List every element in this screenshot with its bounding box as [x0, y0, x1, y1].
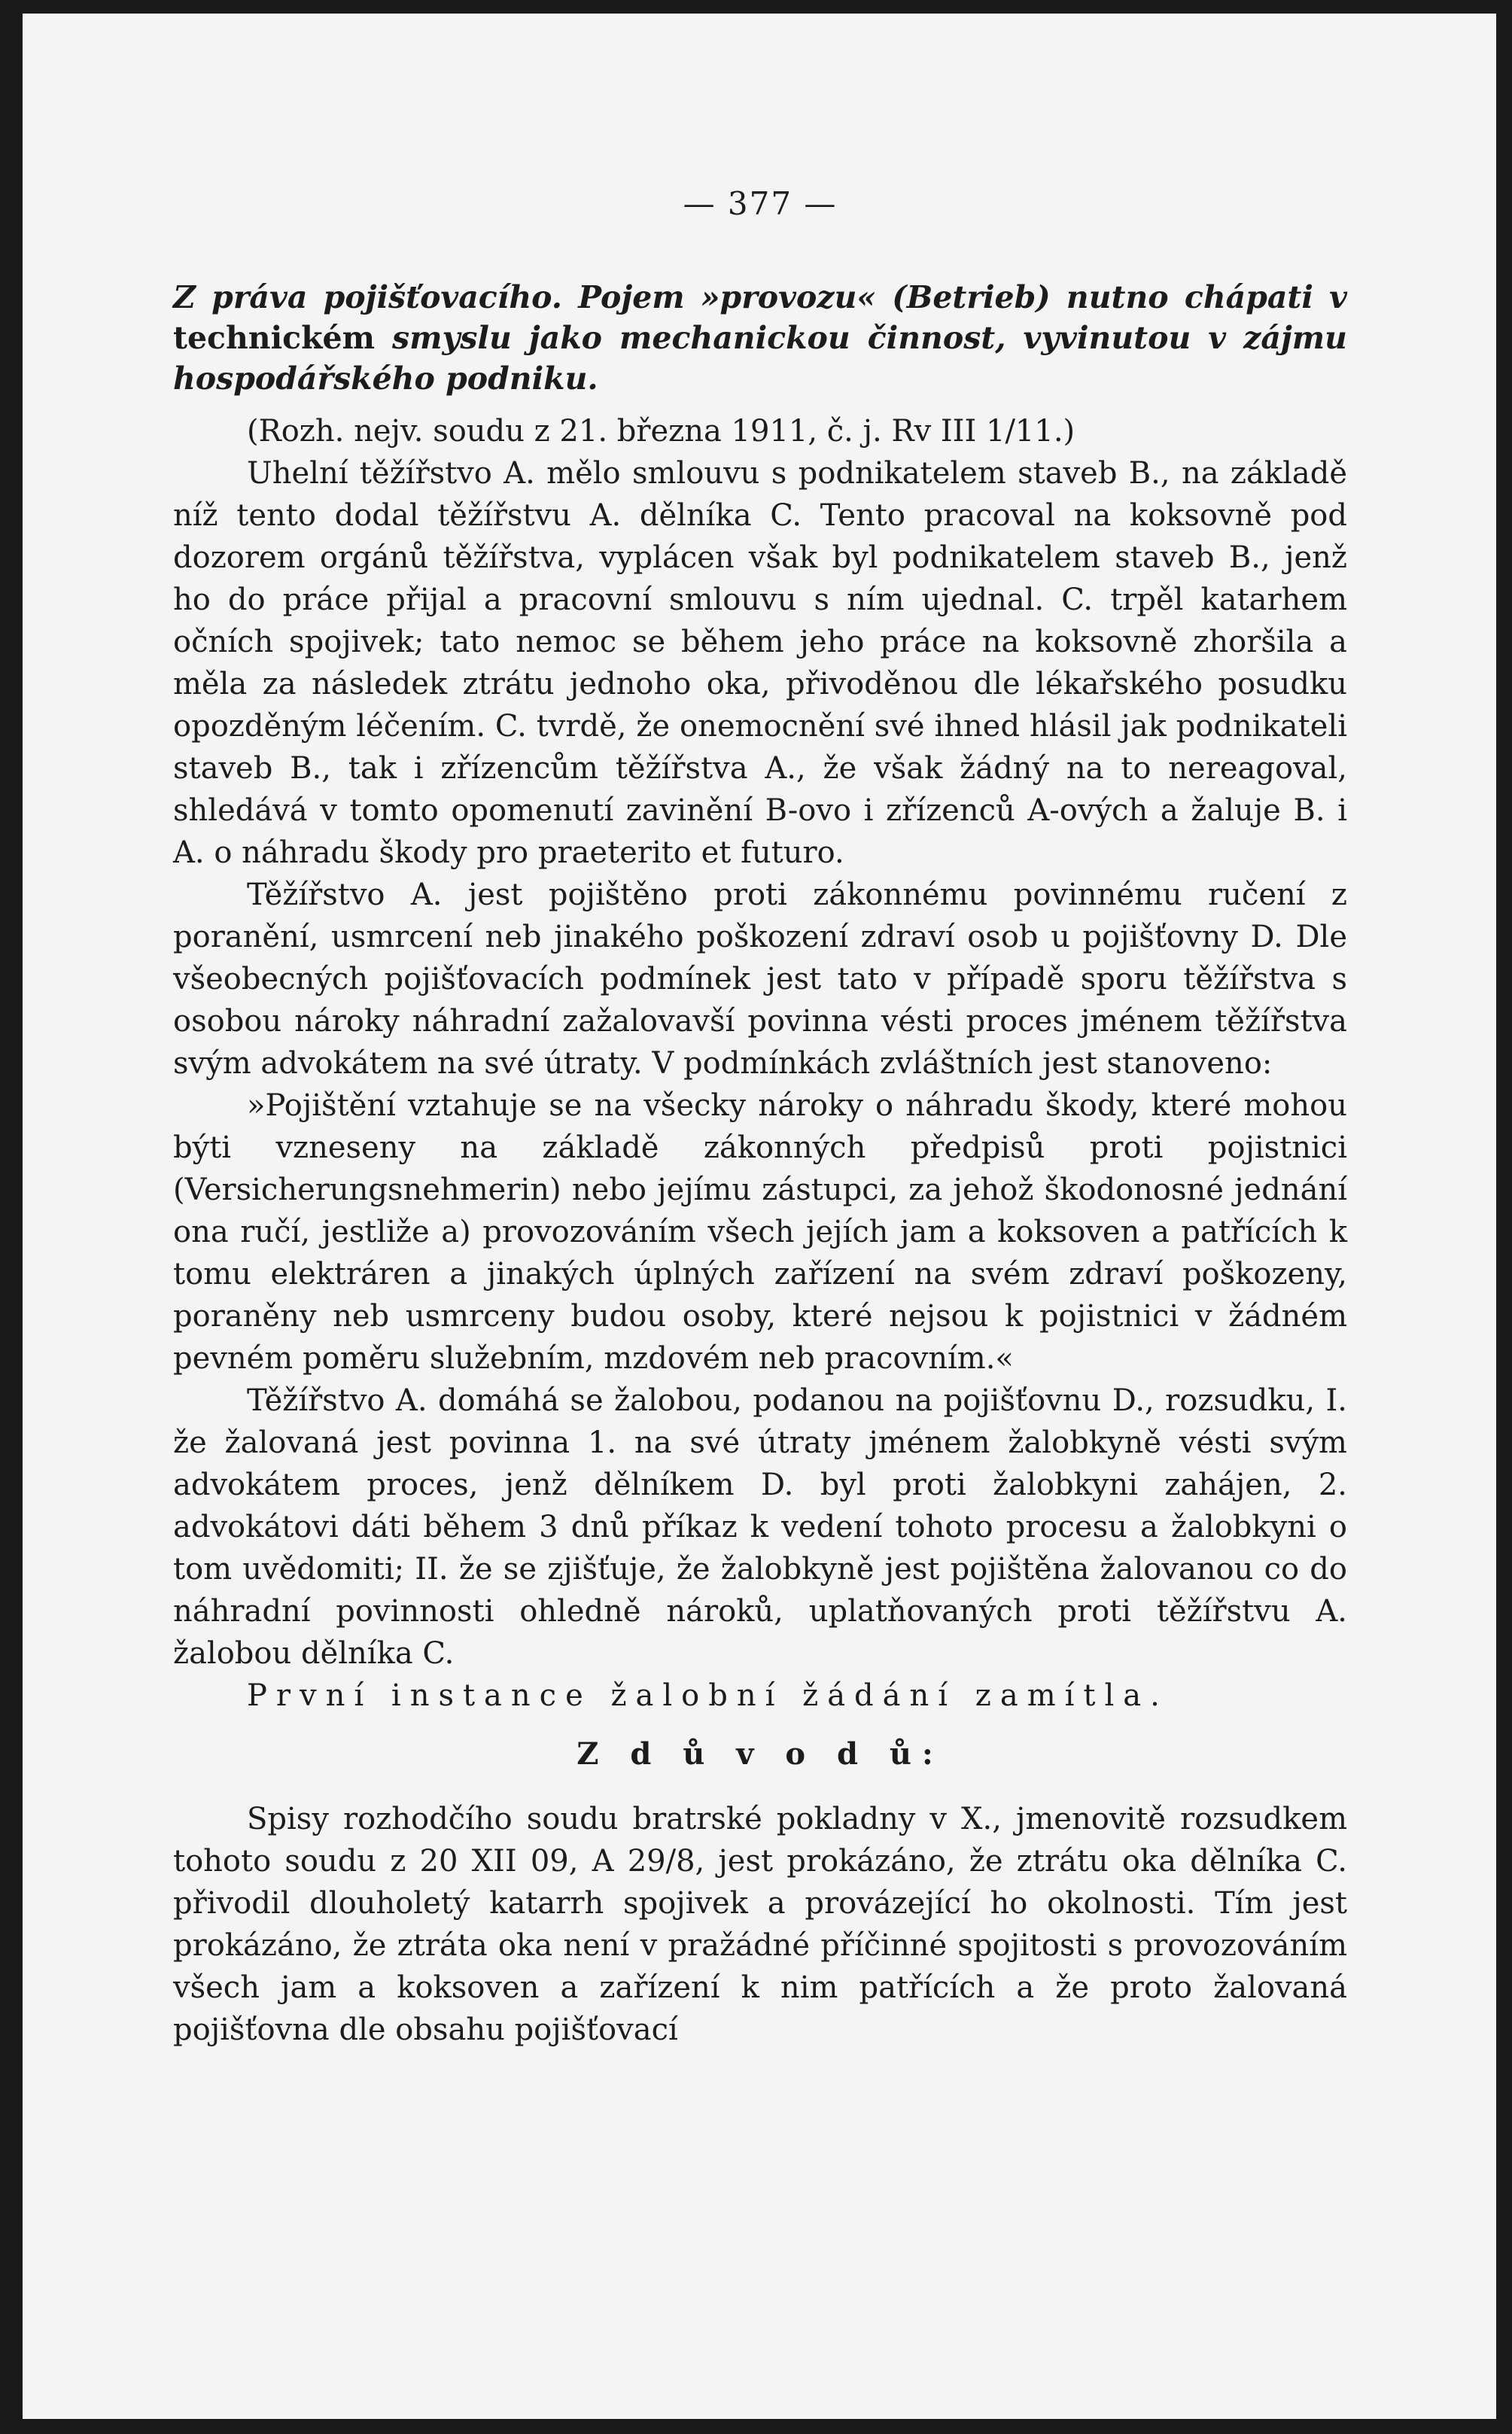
decision-body [173, 410, 1347, 2051]
headnote [173, 277, 1347, 399]
facts-paragraph: Uhelní těžířstvo A. mělo smlouvu s podnikatelem staveb B., na základě níž tento dodal těžířstvu A. dělníka C. Tento pracoval na koksovně pod dozorem orgánů těžířstva, vyplácen však byl podnikatelem staveb B., jenž ho do práce přijal a pracovní smlouvu s ním ujednal. C. trpěl katarhem očních spojivek; tato nemoc se během jeho práce na koksovně zhoršila a měla za následek ztrátu jednoho oka, přivoděnou dle lékařského posudku opozděným léčením. C. tvrdě, že onemocnění své ihned hlásil jak podnikateli staveb B., tak i zřízencům těžířstva A., že však žádný na to nereagoval, shledává v tomto opomenutí zavinění B-ovo i zřízenců A-ových a žaluje B. i A. o náhradu škody pro praeterito et futuro. [173, 456, 1347, 870]
headnote-part1: Z práva pojišťovacího. Pojem »provozu« (Betrieb) nutno chápati v [173, 279, 1347, 315]
headnote-emphasis: technickém [173, 320, 376, 356]
book-page [23, 14, 1496, 2419]
insurance-paragraph: Těžířstvo A. jest pojištěno proti zákonnému povinnému ručení z poranění, usmrcení neb jinakého poškození zdraví osob u pojišťovny D. Dle všeobecných pojišťovacích podmínek jest tato v případě sporu těžířstva s osobou nároky náhradní zažalovavší povinna vésti proces jménem těžířstva svým advokátem na své útraty. V podmínkách zvláštních jest stanoveno: [173, 878, 1347, 1081]
claim-paragraph: Těžířstvo A. domáhá se žalobou, podanou na pojišťovnu D., rozsudku, I. že žalovaná jest povinna 1. na své útraty jménem žalobkyně vésti svým advokátem proces, jenž dělníkem D. byl proti žalobkyni zahájen, 2. advokátovi dáti během 3 dnů příkaz k vedení tohoto procesu a žalobkyni o tom uvědomiti; II. že se zjišťuje, že žalobkyně jest pojištěna žalovanou co do náhradní povinnosti ohledně nároků, uplatňovaných proti těžířstvu A. žalobou dělníka C. [173, 1383, 1347, 1671]
headnote-part2: smyslu jako mechanickou činnost, vyvinutou v zájmu hospodářského podniku. [173, 320, 1347, 397]
quoted-conditions-paragraph: »Pojištění vztahuje se na všecky nároky o náhradu škody, které mohou býti vzneseny na základě zákonných předpisů proti pojistnici (Versicherungsnehmerin) nebo jejímu zástupci, za jehož škodonosné jednání ona ručí, jestliže a) provozováním všech jejích jam a koksoven a patřících k tomu elektráren a jinakých úplných zařízení na svém zdraví poškozeny, poraněny neb usmrceny budou osoby, které nejsou k pojistnici v žádném pevném poměru služebním, mzdovém neb pracovním.« [173, 1088, 1347, 1376]
citation-paragraph: (Rozh. nejv. soudu z 21. března 1911, č. j. Rv III 1/11.) [247, 414, 1075, 449]
reasons-heading: Z d ů v o d ů: [577, 1736, 944, 1772]
reasons-paragraph: Spisy rozhodčího soudu bratrské pokladny v X., jmenovitě rozsudkem tohoto soudu z 20 XII 09, A 29/8, jest prokázáno, že ztrátu oka dělníka C. přivodil dlouholetý katarrh spojivek a provázející ho okolnosti. Tím jest prokázáno, že ztráta oka není v pražádné příčinné spojitosti s provozováním všech jam a koksoven a zařízení k nim patřících a že proto žalovaná pojišťovna dle obsahu pojišťovací [173, 1802, 1347, 2047]
page-number: — 377 — [683, 185, 838, 222]
first-instance-paragraph: První instance žalobní žádání zamítla. [247, 1678, 1169, 1713]
